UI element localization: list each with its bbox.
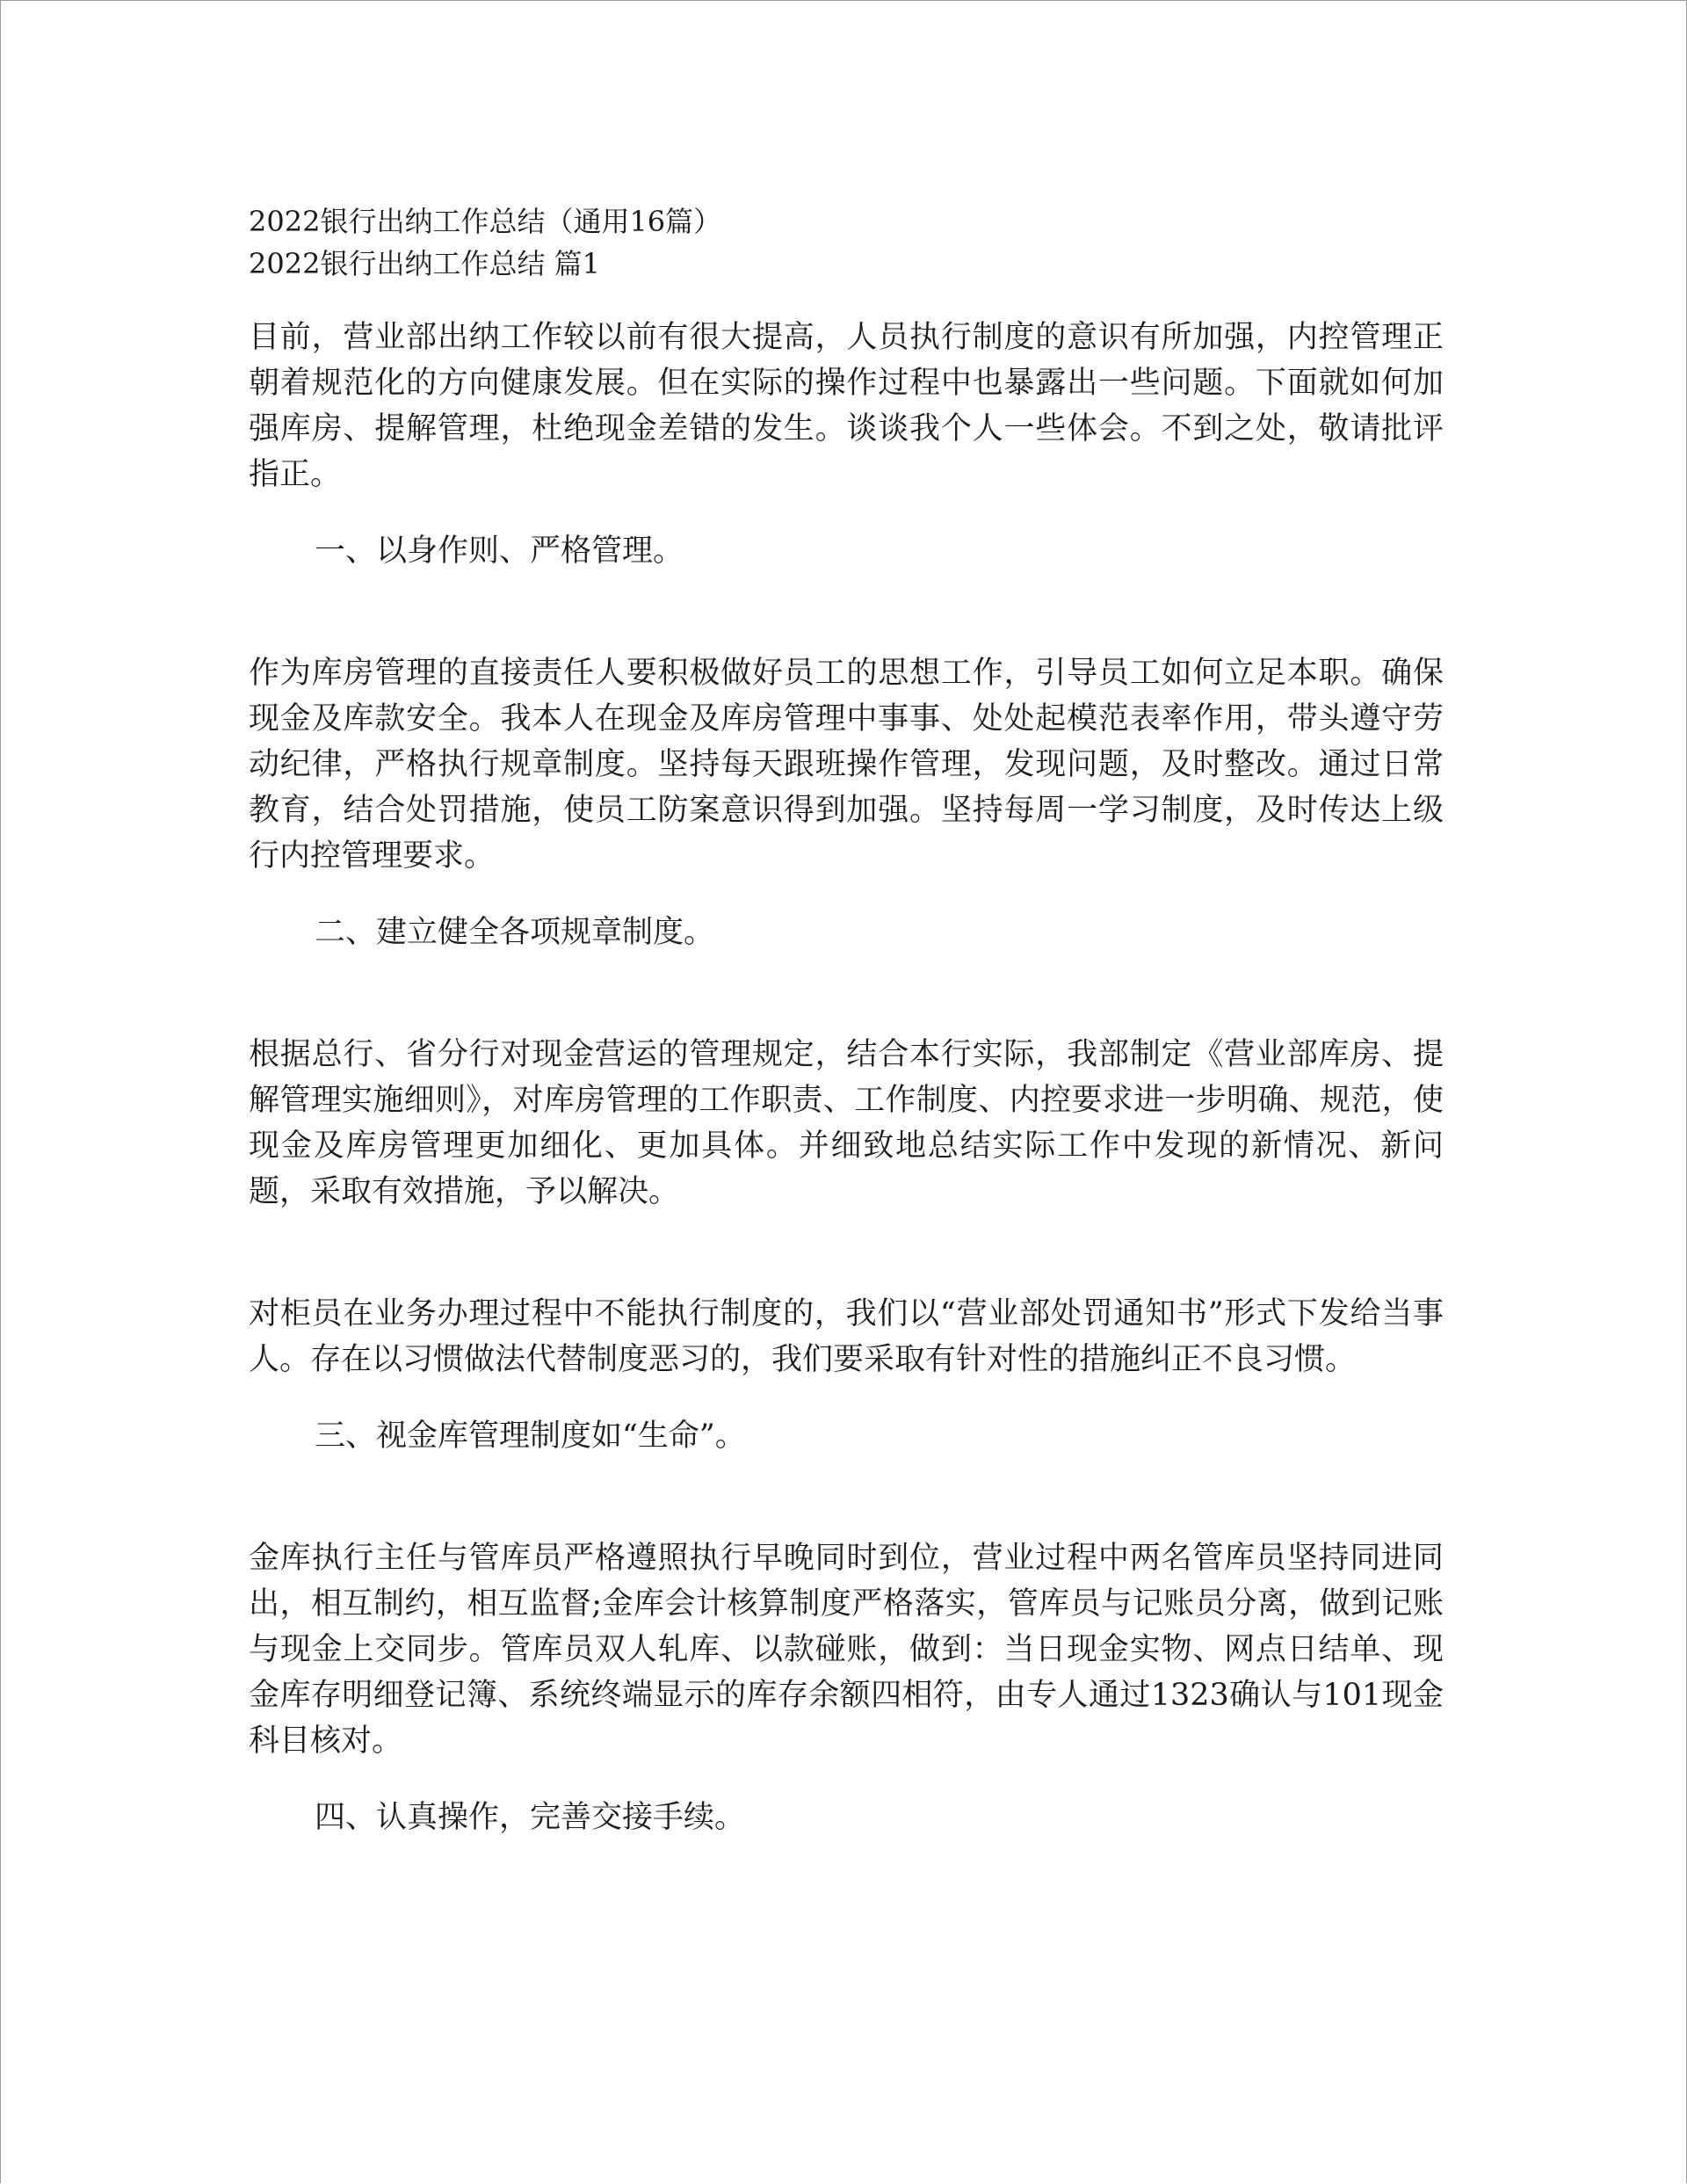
section-heading-1: 一、以身作则、严格管理。 [315, 533, 684, 569]
section-3-paragraph: 金库执行主任与管库员严格遵照执行早晚同时到位，营业过程中两名管库员坚持同进同出，相互制约，相互监督;金库会计核算制度严格落实，管库员与记账员分离，做到记账与现金上交同步。管库员双人轧库、以款碰账，做到：当日现金实物、网点日结单、现金库存明细登记簿、系统终端显示的库存余额四相符，由专人通过1323确认与101现金科目核对。 [249, 1541, 1444, 1759]
section-heading-4: 四、认真操作，完善交接手续。 [315, 1800, 746, 1835]
section-1-paragraph: 作为库房管理的直接责任人要积极做好员工的思想工作，引导员工如何立足本职。确保现金及库款安全。我本人在现金及库房管理中事事、处处起模范表率作用，带头遵守劳动纪律，严格执行规章制度。坚持每天跟班操作管理，发现问题，及时整改。通过日常教育，结合处罚措施，使员工防案意识得到加强。坚持每周一学习制度，及时传达上级行内控管理要求。 [249, 656, 1444, 874]
document-body [249, 200, 1444, 1840]
section-2-paragraph: 根据总行、省分行对现金营运的管理规定，结合本行实际，我部制定《营业部库房、提解管理实施细则》，对库房管理的工作职责、工作制度、内控要求进一步明确、规范，使现金及库房管理更加细化、更加具体。并细致地总结实际工作中发现的新情况、新问题，采取有效措施，予以解决。 [249, 1037, 1444, 1209]
document-subtitle: 2022银行出纳工作总结 篇1 [249, 247, 600, 280]
section-heading-2: 二、建立健全各项规章制度。 [315, 915, 715, 950]
document-title: 2022银行出纳工作总结（通用16篇） [249, 205, 722, 238]
section-heading-3: 三、视金库管理制度如“生命”。 [315, 1419, 746, 1454]
intro-paragraph: 目前，营业部出纳工作较以前有很大提高，人员执行制度的意识有所加强，内控管理正朝着规范化的方向健康发展。但在实际的操作过程中也暴露出一些问题。下面就如何加强库房、提解管理，杜绝现金差错的发生。谈谈我个人一些体会。不到之处，敬请批评指正。 [249, 320, 1444, 492]
section-2-paragraph-2: 对柜员在业务办理过程中不能执行制度的，我们以“营业部处罚通知书”形式下发给当事人。存在以习惯做法代替制度恶习的，我们要采取有针对性的措施纠正不良习惯。 [249, 1296, 1444, 1377]
